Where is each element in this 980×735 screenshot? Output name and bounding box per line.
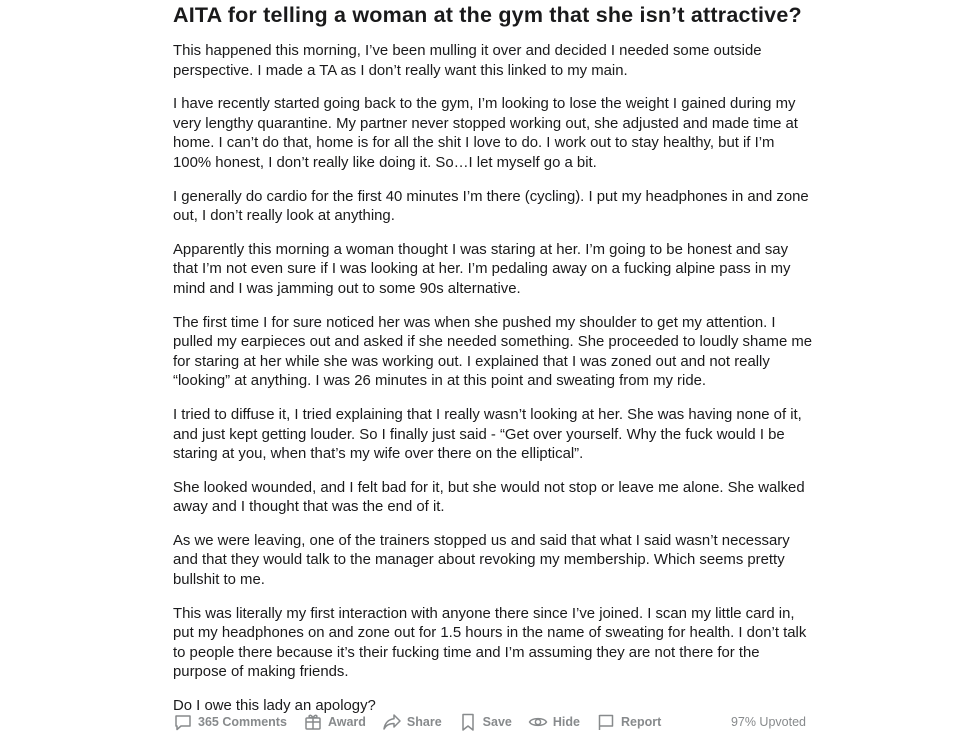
award-button[interactable] bbox=[303, 712, 366, 732]
comments-label: 365 Comments bbox=[198, 715, 287, 729]
post-paragraph: This was literally my first interaction with anyone there since I’ve joined. I scan my little card in, put my headphones on and zone out for 1.5 hours in the name of sweating for health. I don’t talk to people there because it’s their fucking time and I’m assuming they are not there for the purpose of making friends. bbox=[173, 605, 807, 681]
post-body bbox=[173, 42, 813, 717]
hide-label: Hide bbox=[552, 715, 580, 729]
post-paragraph: I generally do cardio for the first 40 minutes I’m there (cycling). I put my headphones in and zone out, I don’t really look at anything. bbox=[173, 188, 809, 225]
comment-icon bbox=[173, 712, 193, 732]
post-paragraph: Do I owe this lady an apology? bbox=[173, 698, 376, 715]
post-paragraph: This happened this morning, I’ve been mulling it over and decided I needed some outside perspective. I made a TA as I don’t really want this linked to my main. bbox=[173, 43, 762, 79]
post-paragraph: I have recently started going back to the gym, I’m looking to lose the weight I gained during my very lengthy quarantine. My partner never stopped working out, she adjusted and made time at home. I can’t do that, home is for all the shit I love to do. I work out to stay healthy, but if I’m 100% honest, I don’t really like doing it. So…I let myself go a bit. bbox=[173, 96, 798, 171]
post bbox=[173, 0, 813, 717]
post-action-bar bbox=[173, 709, 806, 735]
post-paragraph: As we were leaving, one of the trainers stopped us and said that what I said wasn’t necessary and that they would talk to the manager about revoking my membership. Which seems pretty bullshit to me. bbox=[173, 532, 790, 589]
share-label: Share bbox=[406, 715, 442, 729]
share-icon bbox=[382, 712, 402, 732]
comments-button[interactable] bbox=[173, 712, 287, 732]
award-icon bbox=[303, 712, 323, 732]
post-paragraph: She looked wounded, and I felt bad for it, but she would not stop or leave me alone. She walked away and I thought that was the end of it. bbox=[173, 479, 805, 516]
hide-button[interactable] bbox=[528, 712, 580, 732]
save-button[interactable] bbox=[458, 712, 512, 732]
eye-icon bbox=[528, 712, 548, 732]
post-paragraph: The first time I for sure noticed her was when she pushed my shoulder to get my attention. I pulled my earpieces out and asked if she needed something. She proceeded to loudly shame me for staring at her while she was working out. I explained that I was zoned out and not really “looking” at anything. I was 26 minutes in at this point and sweating from my ride. bbox=[173, 314, 813, 390]
report-label: Report bbox=[620, 715, 662, 729]
award-label: Award bbox=[327, 715, 366, 729]
post-paragraph: I tried to diffuse it, I tried explaining that I really wasn’t looking at her. She was having none of it, and just kept getting louder. So I finally just said - “Get over yourself. Why the fuck would I be staring at you, when that’s my wife over there on the elliptical”. bbox=[173, 406, 802, 463]
report-button[interactable] bbox=[596, 712, 661, 732]
post-paragraph: Apparently this morning a woman thought I was staring at her. I’m going to be honest and say that I’m not even sure if I was looking at her. I’m pedaling away on a fucking alpine pass in my mind and I was jamming out to some 90s alternative. bbox=[173, 241, 791, 297]
flag-icon bbox=[596, 712, 616, 732]
share-button[interactable] bbox=[382, 712, 442, 732]
bookmark-icon bbox=[458, 712, 478, 732]
save-label: Save bbox=[482, 715, 512, 729]
upvote-ratio: 97% Upvoted bbox=[730, 715, 806, 729]
post-title: AITA for telling a woman at the gym that she isn’t attractive? bbox=[173, 3, 802, 27]
